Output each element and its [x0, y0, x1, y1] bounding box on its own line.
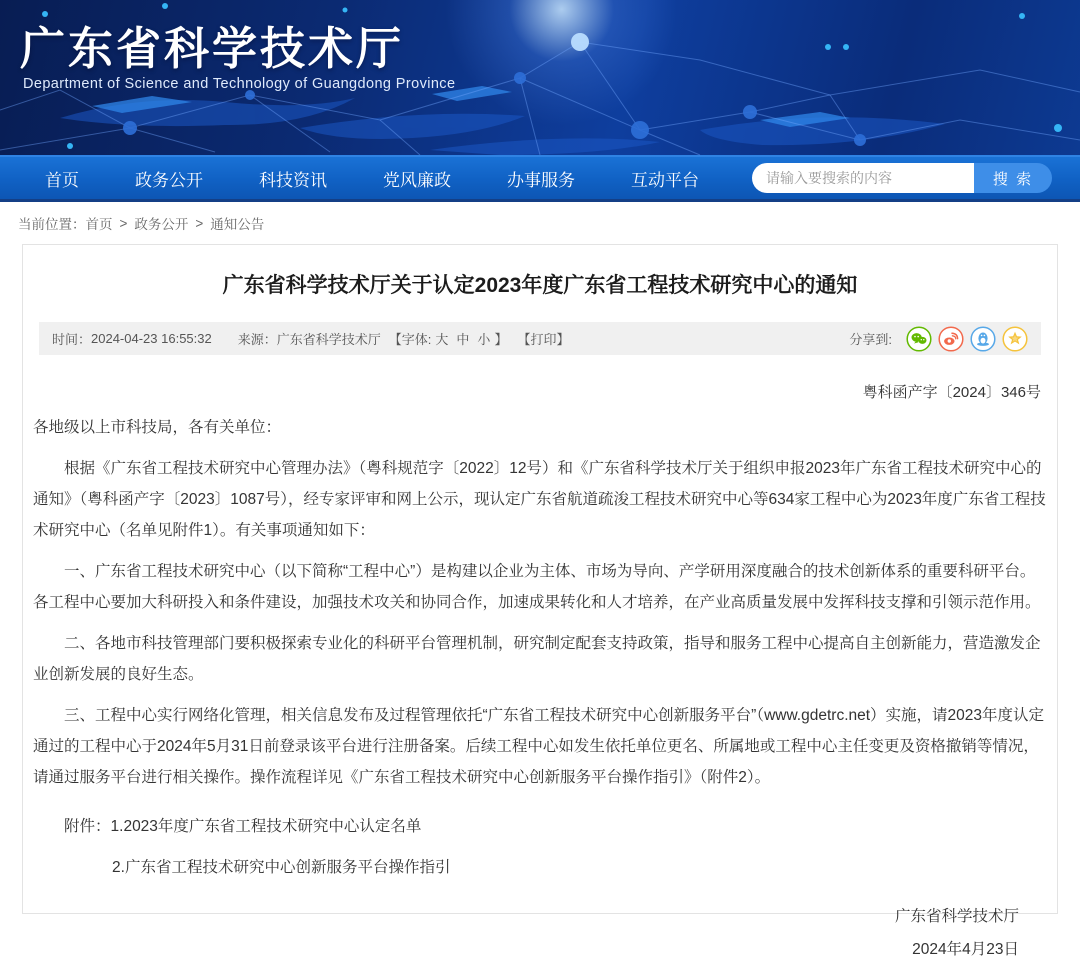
source-value: 广东省科学技术厅 [276, 332, 381, 348]
attachment-2-link[interactable]: 2.广东省工程技术研究中心创新服务平台操作指引 [112, 859, 451, 877]
nav-item-sci-tech-news[interactable]: 科技资讯 [259, 170, 327, 190]
nav-item-interactive-platform[interactable]: 互动平台 [631, 170, 699, 190]
document-number: 粤科函产字〔2024〕346号 [862, 384, 1041, 402]
article-body [33, 412, 1047, 966]
signature-block [33, 901, 1047, 966]
qq-share-icon[interactable] [970, 326, 996, 352]
publish-time: 2024-04-23 16:55:32 [91, 331, 212, 347]
attachments [33, 811, 1047, 883]
paragraph: 三、工程中心实行网络化管理，相关信息发布及过程管理依托“广东省工程技术研究中心创新服务平台”（www.gdetrc.net）实施，请2023年度认定通过的工程中心于2024年5月31日前登录该平台进行注册备案。后续工程中心如发生依托单位更名、所属地或工程中心主任变更及资格撤销等情况，请通过服务平台进行相关操作。操作流程详见《广东省工程技术研究中心创新服务平台操作指引》（附件2）。 [33, 707, 1045, 787]
paragraph: 二、各地市科技管理部门要积极探索专业化的科研平台管理机制，研究制定配套支持政策，指导和服务工程中心提高自主创新能力，营造激发企业创新发展的良好生态。 [33, 635, 1041, 684]
wechat-share-icon[interactable] [906, 326, 932, 352]
nav-item-home[interactable]: 首页 [45, 170, 79, 190]
share-label: 分享到: [849, 332, 892, 348]
nav-items [45, 166, 699, 191]
site-title: 广东省科学技术厅 [20, 23, 405, 74]
font-size-medium-button[interactable]: 中 [456, 332, 470, 348]
site-subtitle: Department of Science and Technology of Guangdong Province [23, 76, 456, 92]
attachment-line [33, 852, 1047, 883]
font-widget-open: 【字体: [388, 332, 432, 348]
attachment-1-link[interactable]: 1.2023年度广东省工程技术研究中心认定名单 [110, 818, 422, 836]
breadcrumb-notices[interactable]: 通知公告 [210, 217, 265, 232]
breadcrumb-label: 当前位置： [18, 217, 86, 232]
site-header [0, 0, 1080, 155]
nav-item-party-conduct[interactable]: 党风廉政 [383, 170, 451, 190]
main-nav [0, 155, 1080, 202]
print-button[interactable]: 【打印】 [517, 332, 570, 348]
font-widget-close: 】 [494, 332, 508, 348]
nav-item-services[interactable]: 办事服务 [507, 170, 575, 190]
share-bar [849, 326, 1028, 352]
nav-item-government-affairs[interactable]: 政务公开 [135, 170, 203, 190]
paragraph: 根据《广东省工程技术研究中心管理办法》（粤科规范字〔2022〕12号）和《广东省科学技术厅关于组织申报2023年广东省工程技术研究中心的通知》（粤科函产字〔2023〕1087号），经专家评审和网上公示，现认定广东省航道疏浚工程技术研究中心等634家工程中心为2023年度广东省工程技术研究中心（名单见附件1）。有关事项通知如下： [33, 460, 1046, 540]
article-title: 广东省科学技术厅关于认定2023年度广东省工程技术研究中心的通知 [222, 274, 858, 297]
time-label: 时间： [52, 332, 92, 348]
breadcrumb [0, 202, 1080, 244]
article-card [22, 244, 1058, 958]
font-size-large-button[interactable]: 大 [435, 332, 449, 348]
breadcrumb-separator: > [119, 215, 128, 231]
paragraph: 一、广东省工程技术研究中心（以下简称“工程中心”）是构建以企业为主体、市场为导向、产学研用深度融合的技术创新体系的重要科研平台。各工程中心要加大科研投入和条件建设，加强技术攻关和协同合作，加速成果转化和人才培养，在产业高质量发展中发挥科技支撑和引领示范作用。 [33, 563, 1041, 612]
source-label: 来源： [237, 332, 277, 348]
attachment-line [33, 811, 1047, 842]
qzone-share-icon[interactable] [1002, 326, 1028, 352]
meta-left [52, 329, 569, 348]
weibo-share-icon[interactable] [938, 326, 964, 352]
attachments-label: 附件： [64, 818, 111, 836]
salutation: 各地级以上市科技局，各有关单位： [33, 419, 282, 437]
article-meta-bar [39, 322, 1041, 355]
search-box [752, 163, 1052, 193]
search-button[interactable]: 搜 索 [974, 163, 1052, 193]
signature-date: 2024年4月23日 [912, 940, 1019, 958]
breadcrumb-separator: > [195, 215, 204, 231]
breadcrumb-government-affairs[interactable]: 政务公开 [134, 217, 189, 232]
font-size-small-button[interactable]: 小 [477, 332, 491, 348]
search-input[interactable] [752, 163, 974, 193]
signature-org: 广东省科学技术厅 [894, 908, 1019, 926]
breadcrumb-home[interactable]: 首页 [85, 217, 113, 232]
